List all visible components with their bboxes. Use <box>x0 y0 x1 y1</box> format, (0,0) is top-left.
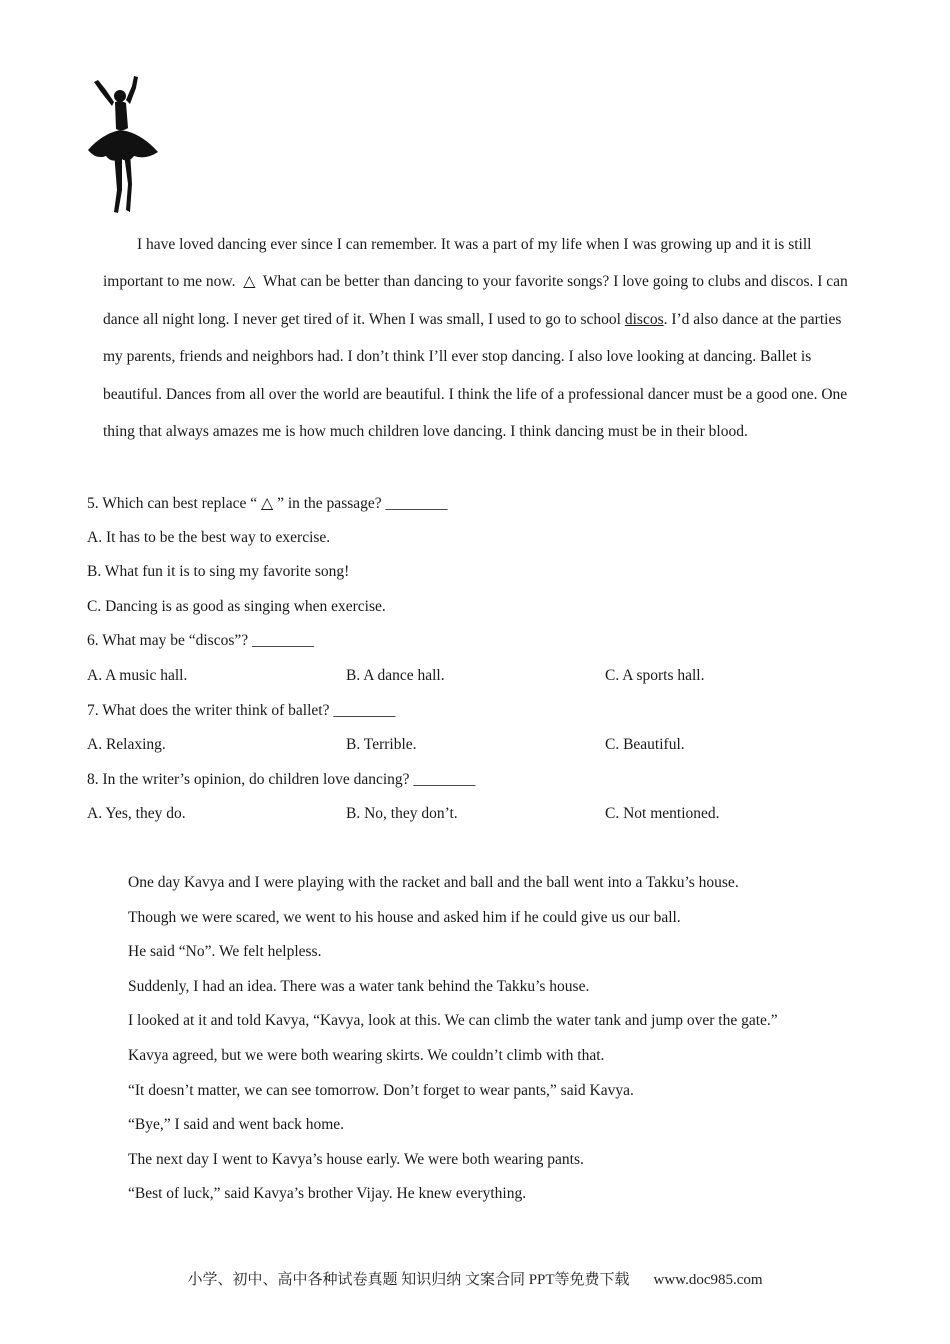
story-line: One day Kavya and I were playing with the racket and ball and the ball went into a Takku’s house. <box>128 874 739 891</box>
footer-site-link[interactable]: www.doc985.com <box>653 1272 763 1288</box>
passage-text-3: . I’d also dance at the parties my parents, friends and neighbors had. I don’t think I’ll ever stop dancing. I also love looking at dancing. Ballet is beautiful. Dances from all over the world are beautiful. I think the life of a professional dancer must be a good one. One thing that always amazes me is how much children love dancing. I think dancing must be in their blood. <box>103 310 848 441</box>
question-5-stem <box>87 494 448 513</box>
story-line: “It doesn’t matter, we can see tomorrow. Don’t forget to wear pants,” said Kavya. <box>128 1082 634 1099</box>
q7-option-c[interactable]: C. Beautiful. <box>605 736 685 753</box>
q6-option-c[interactable]: C. A sports hall. <box>605 667 705 684</box>
footer-text: 小学、初中、高中各种试卷真题 知识归纳 文案合同 PPT等免费下载 <box>187 1272 630 1288</box>
question-6-stem: 6. What may be “discos”? ________ <box>87 632 314 649</box>
story-line: Kavya agreed, but we were both wearing skirts. We couldn’t climb with that. <box>128 1047 605 1064</box>
story-line: “Bye,” I said and went back home. <box>128 1116 345 1133</box>
q5-blank-marker: △ <box>261 495 274 512</box>
story-line: Though we were scared, we went to his house and asked him if he could give us our ball. <box>128 909 681 926</box>
story-line: The next day I went to Kavya’s house early. We were both wearing pants. <box>128 1151 584 1168</box>
story-line: Suddenly, I had an idea. There was a water tank behind the Takku’s house. <box>128 978 590 995</box>
story-line: I looked at it and told Kavya, “Kavya, look at this. We can climb the water tank and jump over the gate.” <box>128 1012 778 1029</box>
q8-option-a[interactable]: A. Yes, they do. <box>87 805 186 822</box>
q5-stem-post: ” in the passage? ________ <box>277 495 448 512</box>
story-line: “Best of luck,” said Kavya’s brother Vijay. He knew everything. <box>128 1185 527 1202</box>
q8-option-c[interactable]: C. Not mentioned. <box>605 805 720 822</box>
passage-paragraph <box>103 226 863 450</box>
q5-option-b[interactable]: B. What fun it is to sing my favorite song! <box>87 563 350 580</box>
story-line: He said “No”. We felt helpless. <box>128 943 322 960</box>
q5-option-a[interactable]: A. It has to be the best way to exercise. <box>87 529 331 546</box>
ballerina-silhouette-image <box>84 72 164 220</box>
question-8-stem: 8. In the writer’s opinion, do children love dancing? ________ <box>87 771 476 788</box>
q7-option-a[interactable]: A. Relaxing. <box>87 736 166 753</box>
passage-text-1: I have loved dancing ever since I can remember. It was a part of my life when I was growing up and it is still important to me now. <box>103 236 812 291</box>
reading-passage <box>103 226 863 450</box>
question-7-stem: 7. What does the writer think of ballet? ________ <box>87 702 396 719</box>
q6-option-a[interactable]: A. A music hall. <box>87 667 188 684</box>
q7-option-b[interactable]: B. Terrible. <box>346 736 417 753</box>
page-footer <box>0 1268 950 1289</box>
q8-option-b[interactable]: B. No, they don’t. <box>346 805 458 822</box>
underlined-word-discos: discos <box>624 310 664 328</box>
q5-option-c[interactable]: C. Dancing is as good as singing when exercise. <box>87 598 386 615</box>
blank-marker: △ <box>243 273 256 291</box>
q6-option-b[interactable]: B. A dance hall. <box>346 667 445 684</box>
q5-stem-pre: 5. Which can best replace “ <box>87 495 258 512</box>
passage-text-2: What can be better than dancing to your favorite songs? I love going to clubs and discos. I can dance all night long. I never get tired of it. When I was small, I used to go to school <box>103 273 848 328</box>
